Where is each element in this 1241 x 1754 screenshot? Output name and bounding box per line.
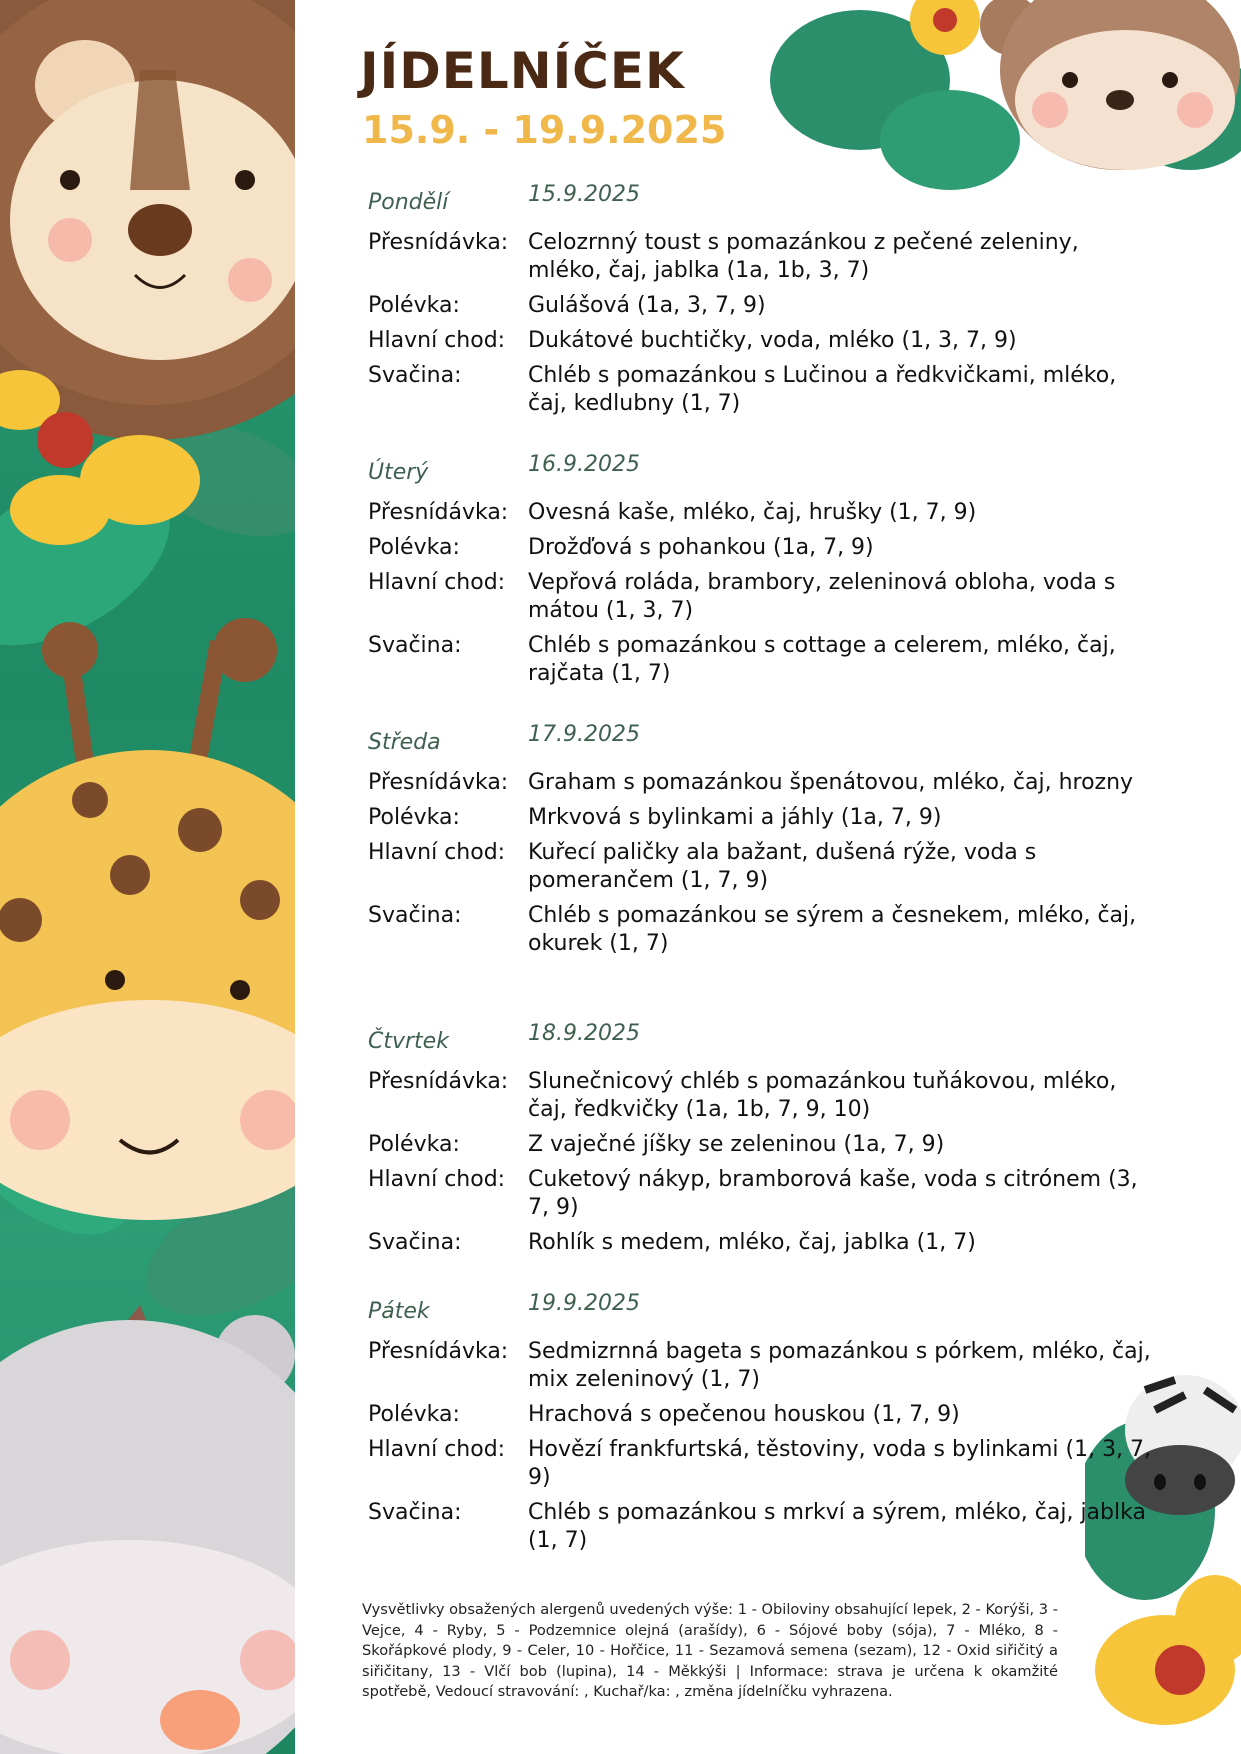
meal-row (368, 1499, 1168, 1555)
meal-text: Mrkvová s bylinkami a jáhly (1a, 7, 9) (528, 805, 942, 830)
meal-text: Chléb s pomazánkou s cottage a celerem, mléko, čaj, rajčata (1, 7) (528, 633, 1116, 686)
meal-text: Chléb s pomazánkou se sýrem a česnekem, mléko, čaj, okurek (1, 7) (528, 903, 1137, 956)
day-name: Pondělí (368, 190, 449, 215)
meal-text: Celozrnný toust s pomazánkou z pečené zeleniny, mléko, čaj, jablka (1a, 1b, 3, 7) (528, 230, 1079, 283)
meal-text: Slunečnicový chléb s pomazánkou tuňákovou, mléko, čaj, ředkvičky (1a, 1b, 7, 9, 10) (528, 1069, 1117, 1122)
bear-illustration (770, 0, 1241, 190)
day-section-wednesday (368, 722, 1168, 958)
day-name: Čtvrtek (368, 1029, 449, 1054)
meal-label: Svačina: (368, 1230, 462, 1255)
meal-label: Polévka: (368, 1132, 460, 1157)
meal-row (368, 1166, 1168, 1222)
meal-label: Svačina: (368, 363, 462, 388)
meal-label: Přesnídávka: (368, 1339, 509, 1364)
meal-text: Cuketový nákyp, bramborová kaše, voda s citrónem (3, 7, 9) (528, 1167, 1138, 1220)
allergen-legend: Vysvětlivky obsažených alergenů uvedených výše: 1 - Obiloviny obsahující lepek, 2 - Korýši, 3 - Vejce, 4 - Ryby, 5 - Podzemnice olejná (arašídy), 6 - Sójové boby (sója), 7 - Mléko, 8 - Skořápkové plody, 9 - Celer, 10 - Hořčice, 11 - Sezamová semena (sezam), 12 - Oxid siřičitý a siřičitany, 13 - Vlčí bob (lupina), 14 - Měkkýši | Informace: strava je určena k okamžité spotřebě, Vedoucí stravování: , Kuchař/ka: , změna jídelníčku vyhrazena. (362, 1601, 1058, 1700)
meal-text: Hovězí frankfurtská, těstoviny, voda s bylinkami (1, 3, 7, 9) (528, 1437, 1152, 1490)
meal-row (368, 902, 1168, 958)
meal-label: Přesnídávka: (368, 770, 509, 795)
meal-row (368, 1068, 1168, 1124)
day-date: 19.9.2025 (528, 1291, 640, 1316)
meal-text: Graham s pomazánkou špenátovou, mléko, čaj, hrozny (528, 770, 1134, 795)
meal-label: Polévka: (368, 805, 460, 830)
meal-text: Z vaječné jíšky se zeleninou (1a, 7, 9) (528, 1132, 945, 1157)
meal-row (368, 569, 1168, 625)
day-name: Úterý (368, 460, 429, 485)
meal-row (368, 1401, 1168, 1429)
meal-text: Kuřecí paličky ala bažant, dušená rýže, voda s pomerančem (1, 7, 9) (528, 840, 1037, 893)
day-section-tuesday (368, 452, 1168, 688)
meal-text: Sedmizrnná bageta s pomazánkou s pórkem, mléko, čaj, mix zeleninový (1, 7) (528, 1339, 1151, 1392)
meal-label: Hlavní chod: (368, 328, 506, 353)
meal-row (368, 1229, 1168, 1257)
date-range: 15.9. - 19.9.2025 (362, 108, 727, 152)
meal-text: Rohlík s medem, mléko, čaj, jablka (1, 7) (528, 1230, 976, 1255)
meal-text: Gulášová (1a, 3, 7, 9) (528, 293, 766, 318)
meal-text: Vepřová roláda, brambory, zeleninová obloha, voda s mátou (1, 3, 7) (528, 570, 1116, 623)
meal-text: Hrachová s opečenou houskou (1, 7, 9) (528, 1402, 960, 1427)
meal-label: Polévka: (368, 1402, 460, 1427)
meal-row (368, 1436, 1168, 1492)
day-date: 15.9.2025 (528, 182, 640, 207)
lion-icon (0, 0, 295, 440)
jungle-animals-illustration (0, 0, 295, 1754)
meal-label: Polévka: (368, 293, 460, 318)
meal-row (368, 1338, 1168, 1394)
meal-label: Svačina: (368, 903, 462, 928)
meal-label: Hlavní chod: (368, 570, 506, 595)
day-date: 18.9.2025 (528, 1021, 640, 1046)
meal-text: Chléb s pomazánkou s Lučinou a ředkvičkami, mléko, čaj, kedlubny (1, 7) (528, 363, 1117, 416)
meal-label: Přesnídávka: (368, 230, 509, 255)
meal-row (368, 499, 1168, 527)
meal-row (368, 839, 1168, 895)
meal-label: Přesnídávka: (368, 500, 509, 525)
meal-label: Svačina: (368, 1500, 462, 1525)
hippo-icon (0, 1305, 295, 1754)
meal-text: Chléb s pomazánkou s mrkví a sýrem, mléko, čaj, jablka (1, 7) (528, 1500, 1146, 1553)
meal-row (368, 769, 1168, 797)
meal-text: Dukátové buchtičky, voda, mléko (1, 3, 7, 9) (528, 328, 1017, 353)
day-date: 16.9.2025 (528, 452, 640, 477)
day-name: Pátek (368, 1299, 430, 1324)
meal-row (368, 1131, 1168, 1159)
page-title: JÍDELNÍČEK (360, 42, 685, 100)
animals-artwork (0, 0, 295, 1754)
meal-label: Hlavní chod: (368, 1167, 506, 1192)
meal-row (368, 804, 1168, 832)
meal-row (368, 292, 1168, 320)
meal-row (368, 534, 1168, 562)
meal-row (368, 632, 1168, 688)
meal-label: Polévka: (368, 535, 460, 560)
meal-row (368, 327, 1168, 355)
meal-text: Drožďová s pohankou (1a, 7, 9) (528, 535, 874, 560)
meal-label: Hlavní chod: (368, 1437, 506, 1462)
day-name: Středa (368, 730, 441, 755)
flower-icon (1095, 1575, 1241, 1725)
day-section-friday (368, 1291, 1168, 1555)
day-date: 17.9.2025 (528, 722, 640, 747)
meal-row (368, 362, 1168, 418)
day-section-thursday (368, 1021, 1168, 1257)
meal-label: Přesnídávka: (368, 1069, 509, 1094)
meal-row (368, 229, 1168, 285)
giraffe-icon (0, 618, 295, 1220)
day-section-monday (368, 182, 1168, 418)
meal-label: Svačina: (368, 633, 462, 658)
meal-text: Ovesná kaše, mléko, čaj, hrušky (1, 7, 9) (528, 500, 977, 525)
meal-label: Hlavní chod: (368, 840, 506, 865)
